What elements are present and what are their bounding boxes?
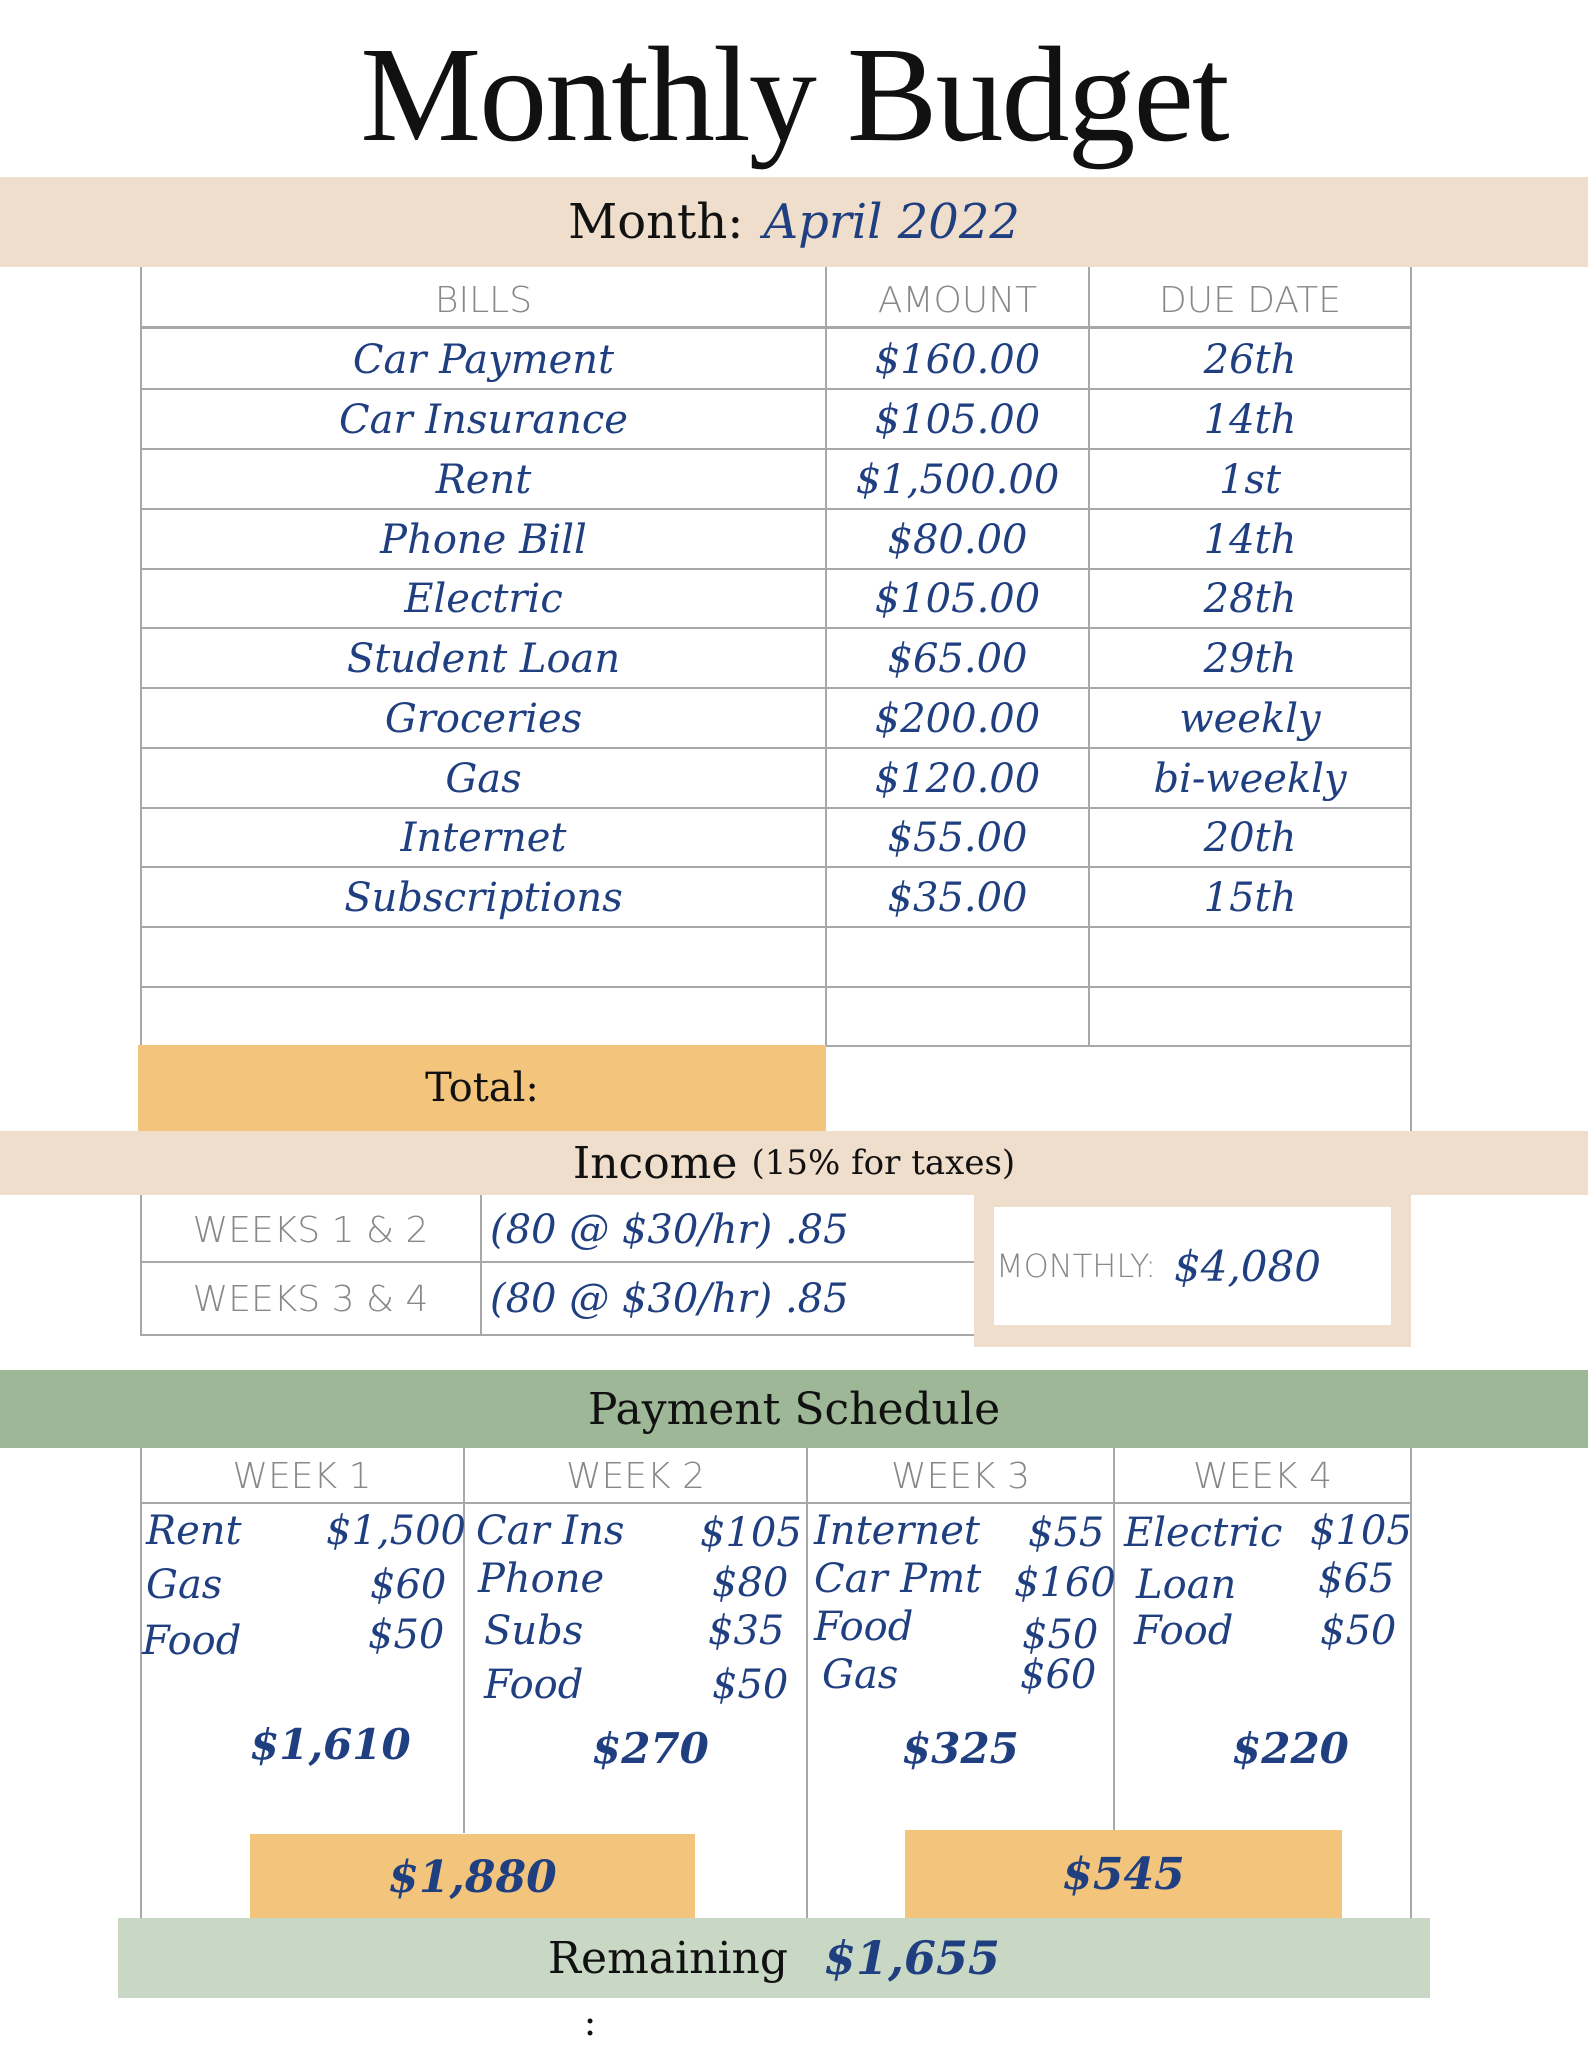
bills-header-due: DUE DATE: [1159, 279, 1341, 321]
bill-name[interactable]: Car Payment: [352, 337, 615, 383]
bill-due[interactable]: 15th: [1203, 875, 1297, 921]
bill-amount[interactable]: $200.00: [874, 696, 1041, 742]
week-item-amount[interactable]: $50: [712, 1662, 789, 1708]
bill-due[interactable]: weekly: [1179, 696, 1321, 742]
bill-name[interactable]: Electric: [404, 576, 563, 622]
bills-header-bill: BILLS: [434, 279, 533, 321]
week-item-amount[interactable]: $60: [1020, 1652, 1097, 1698]
page-title: Monthly Budget: [360, 20, 1228, 170]
bill-amount[interactable]: $105.00: [874, 576, 1041, 622]
week-item-name[interactable]: Car Pmt: [814, 1556, 982, 1602]
remaining-label: Remaining: [547, 1932, 789, 1984]
week-item-name[interactable]: Rent: [146, 1508, 242, 1554]
week-item-name[interactable]: Loan: [1136, 1562, 1237, 1608]
week-total[interactable]: $1,610: [250, 1720, 411, 1769]
income-row-label: WEEKS 1 & 2: [192, 1209, 429, 1251]
week-header: WEEK 4: [1192, 1455, 1333, 1497]
bill-due[interactable]: 1st: [1218, 457, 1282, 503]
week-item-amount[interactable]: $80: [712, 1560, 789, 1606]
week-item-name[interactable]: Phone: [478, 1556, 605, 1602]
bill-amount[interactable]: $120.00: [874, 756, 1041, 802]
half-total-1[interactable]: $1,880: [250, 1834, 695, 1920]
bill-amount[interactable]: $1,500.00: [855, 457, 1060, 503]
week-item-amount[interactable]: $105: [700, 1510, 802, 1556]
bill-name[interactable]: Subscriptions: [344, 875, 623, 921]
bill-name[interactable]: Rent: [435, 457, 532, 503]
bill-amount[interactable]: $35.00: [887, 875, 1028, 921]
bill-name[interactable]: Student Loan: [346, 636, 621, 682]
week-item-name[interactable]: Gas: [822, 1652, 899, 1698]
week-item-amount[interactable]: $60: [370, 1562, 447, 1608]
bill-due[interactable]: 14th: [1203, 517, 1297, 563]
week-header: WEEK 3: [890, 1455, 1031, 1497]
week-item-amount[interactable]: $65: [1318, 1556, 1395, 1602]
bill-amount[interactable]: $55.00: [887, 815, 1028, 861]
bill-amount[interactable]: $105.00: [874, 397, 1041, 443]
bill-due[interactable]: 26th: [1203, 337, 1297, 383]
monthly-value[interactable]: $4,080: [1174, 1241, 1321, 1291]
week-item-amount[interactable]: $50: [1022, 1612, 1099, 1658]
remaining-trailing-colon: :: [583, 2000, 597, 2044]
remaining-band: [118, 1918, 1430, 1998]
bill-due[interactable]: 29th: [1203, 636, 1297, 682]
bill-amount[interactable]: $160.00: [874, 337, 1041, 383]
bill-due[interactable]: bi-weekly: [1153, 756, 1347, 802]
income-row-label: WEEKS 3 & 4: [192, 1278, 429, 1320]
week-item-name[interactable]: Electric: [1124, 1510, 1283, 1556]
bill-amount[interactable]: $65.00: [887, 636, 1028, 682]
bill-name[interactable]: Gas: [445, 756, 522, 802]
bill-amount[interactable]: $80.00: [887, 517, 1028, 563]
week-item-name[interactable]: Car Ins: [476, 1508, 625, 1554]
week-total[interactable]: $325: [902, 1724, 1019, 1773]
income-note: (15% for taxes): [751, 1143, 1016, 1183]
week-total[interactable]: $220: [1232, 1724, 1349, 1773]
schedule-title: Payment Schedule: [0, 1370, 1588, 1448]
month-label: Month:: [568, 194, 744, 250]
week-item-name[interactable]: Internet: [814, 1508, 980, 1554]
week-item-amount[interactable]: $50: [1320, 1608, 1397, 1654]
week-total[interactable]: $270: [592, 1724, 709, 1773]
bill-name[interactable]: Car Insurance: [339, 397, 628, 443]
week-header: WEEK 1: [232, 1455, 372, 1497]
half-total-2[interactable]: $545: [905, 1830, 1342, 1918]
remaining-value[interactable]: $1,655: [824, 1931, 1001, 1985]
week-item-name[interactable]: Subs: [484, 1608, 584, 1654]
week-item-amount[interactable]: $55: [1028, 1510, 1105, 1556]
total-label: Total:: [138, 1045, 826, 1131]
income-row-value[interactable]: (80 @ $30/hr) .85: [490, 1207, 849, 1253]
bill-name[interactable]: Internet: [400, 815, 567, 861]
bill-due[interactable]: 28th: [1203, 576, 1297, 622]
month-value[interactable]: April 2022: [763, 194, 1020, 250]
week-item-amount[interactable]: $1,500: [326, 1508, 466, 1554]
week-item-name[interactable]: Gas: [146, 1562, 223, 1608]
week-item-name[interactable]: Food: [142, 1618, 242, 1664]
week-item-amount[interactable]: $50: [368, 1612, 445, 1658]
income-row-value[interactable]: (80 @ $30/hr) .85: [490, 1276, 849, 1322]
bill-due[interactable]: 20th: [1203, 815, 1297, 861]
week-item-name[interactable]: Food: [484, 1662, 584, 1708]
monthly-label: MONTHLY:: [996, 1247, 1156, 1285]
week-item-amount[interactable]: $105: [1310, 1508, 1412, 1554]
bill-name[interactable]: Groceries: [384, 696, 583, 742]
week-item-amount[interactable]: $35: [708, 1608, 785, 1654]
bill-name[interactable]: Phone Bill: [380, 517, 587, 563]
income-title: Income: [572, 1137, 738, 1189]
week-item-name[interactable]: Food: [814, 1604, 914, 1650]
bills-header-amount: AMOUNT: [877, 279, 1038, 321]
week-item-amount[interactable]: $160: [1014, 1560, 1116, 1606]
week-header: WEEK 2: [565, 1455, 706, 1497]
bill-due[interactable]: 14th: [1203, 397, 1297, 443]
week-item-name[interactable]: Food: [1134, 1608, 1234, 1654]
